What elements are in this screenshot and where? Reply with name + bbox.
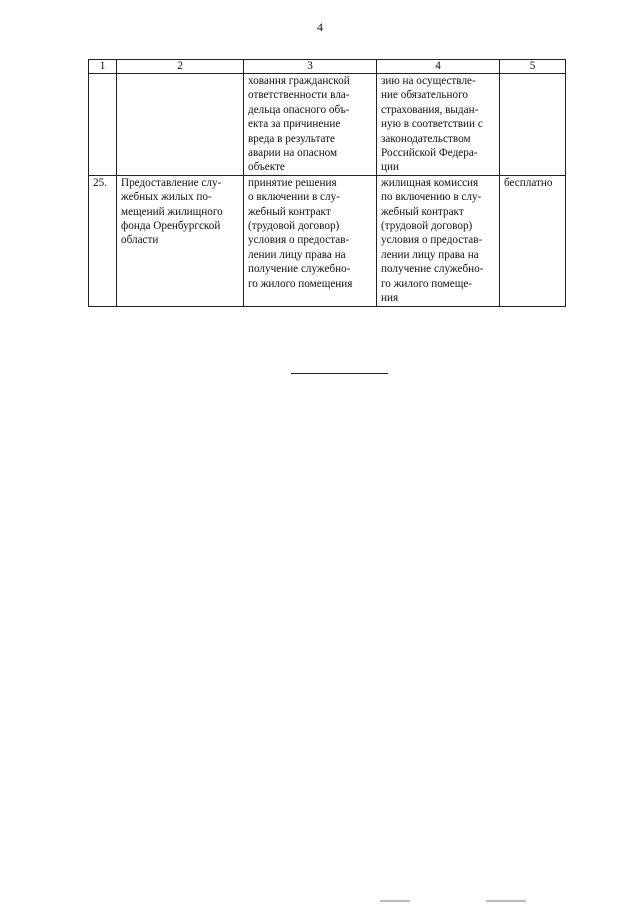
text-line: вреда в результате: [248, 132, 336, 145]
text-line: ции: [381, 161, 399, 174]
text-line: лении лицу права на: [381, 248, 479, 261]
column-number-2: 2: [117, 60, 244, 74]
text-line: условия о предостав-: [381, 234, 483, 247]
column-number-3: 3: [244, 60, 377, 74]
table-header-row: [89, 60, 566, 74]
column-number-1: 1: [89, 60, 117, 74]
text-line: Российской Федера-: [381, 147, 478, 160]
text-line: получение служебно-: [248, 263, 351, 276]
text-line: го жилого помеще-: [381, 277, 473, 290]
scan-artifact: [486, 900, 526, 902]
cell-service-name: [117, 175, 244, 306]
cell-document: [377, 175, 500, 306]
text-line: жебных жилых по-: [121, 191, 212, 204]
cell-fee-empty: [500, 74, 566, 176]
table-row-continued: [89, 74, 566, 176]
text-line: объекте: [248, 161, 285, 174]
services-table: [88, 59, 566, 307]
text-line: жилищная комиссия: [381, 176, 479, 189]
column-number-5: 5: [500, 60, 566, 74]
text-line: (трудовой договор): [248, 220, 340, 233]
text-line: (трудовой договор): [381, 220, 473, 233]
text-line: страхования, выдан-: [381, 103, 479, 116]
text-line: го жилого помещения: [248, 277, 353, 290]
text-line: ние обязательного: [381, 89, 469, 102]
text-line: по включению в слу-: [381, 191, 482, 204]
cell-result: [244, 175, 377, 306]
cell-fee: бесплатно: [500, 175, 566, 306]
text-line: ную в соответствии с: [381, 118, 483, 131]
text-line: лении лицу права на: [248, 248, 346, 261]
cell-result-continued: [244, 74, 377, 176]
text-line: законодательством: [381, 132, 471, 145]
cell-number-empty: [89, 74, 117, 176]
scan-artifact: [380, 900, 410, 902]
cell-document-continued: [377, 74, 500, 176]
text-line: области: [121, 234, 159, 247]
text-line: зию на осуществле-: [381, 75, 476, 87]
text-line: мещений жилищного: [121, 205, 223, 218]
text-line: жебный контракт: [248, 205, 331, 218]
page-number: 4: [317, 20, 323, 34]
text-line: екта за причинение: [248, 118, 341, 131]
text-line: аварии на опасном: [248, 147, 338, 160]
column-number-4: 4: [377, 60, 500, 74]
text-line: ховання гражданской: [248, 75, 350, 87]
text-line: фонда Оренбургской: [121, 220, 221, 233]
text-line: получение служебно-: [381, 263, 484, 276]
text-line: ния: [381, 292, 399, 305]
text-line: дельца опасного объ-: [248, 103, 350, 116]
text-line: Предоставление слу-: [121, 176, 222, 189]
text-line: о включении в слу-: [248, 191, 340, 204]
text-line: принятие решения: [248, 176, 337, 189]
text-line: условия о предостав-: [248, 234, 350, 247]
table-row-25: [89, 175, 566, 306]
cell-service-empty: [117, 74, 244, 176]
text-line: ответственности вла-: [248, 89, 350, 102]
cell-row-number: 25.: [89, 175, 117, 306]
text-line: жебный контракт: [381, 205, 464, 218]
end-of-document-rule: [291, 373, 388, 374]
